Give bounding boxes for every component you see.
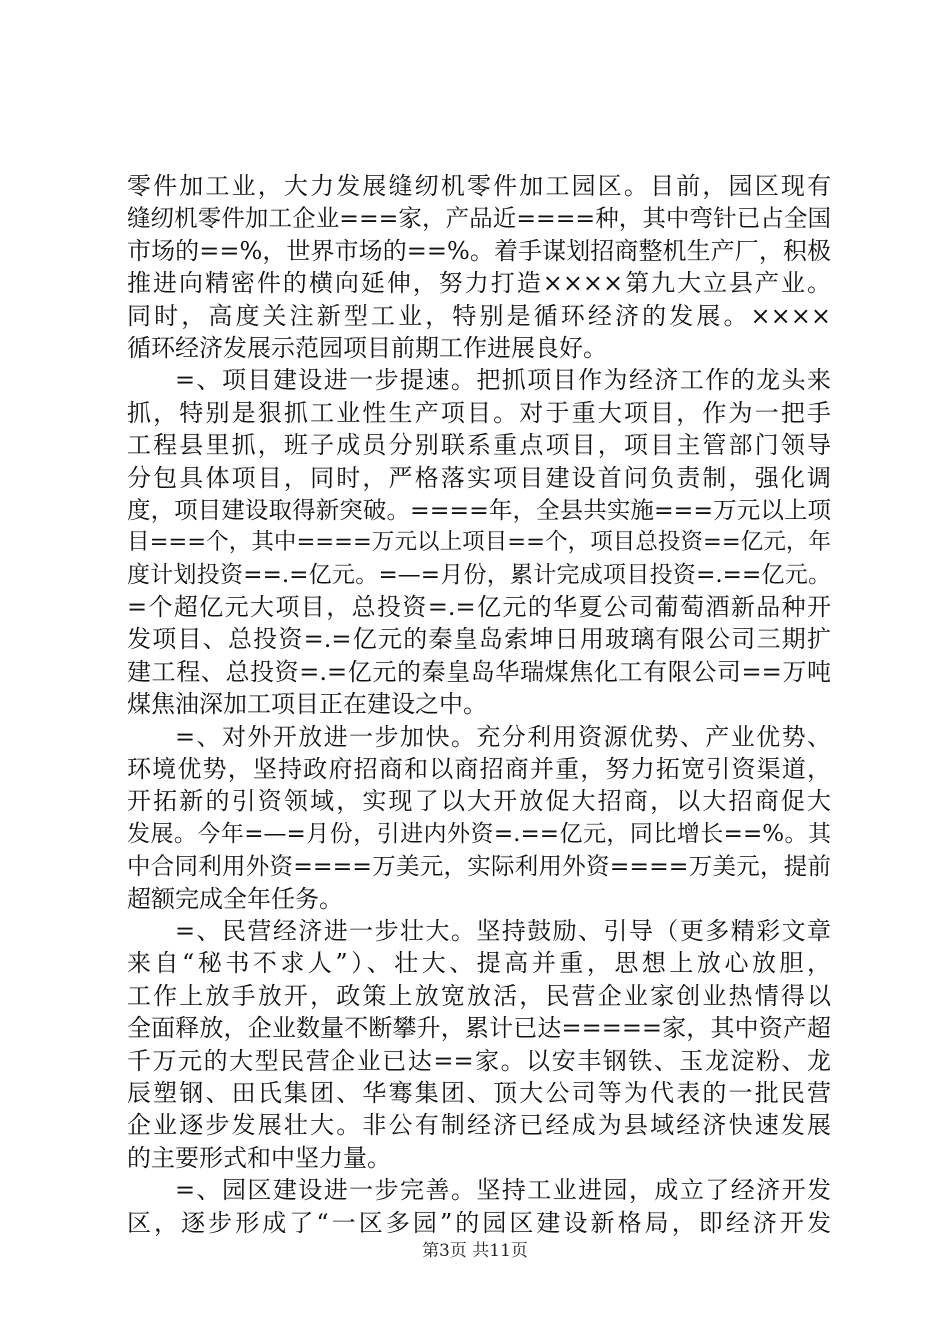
text-line: 环境优势，坚持政府招商和以商招商并重，努力拓宽引资渠道， (127, 755, 831, 784)
text-line: =、对外开放进一步加快。充分利用资源优势、产业优势、 (175, 722, 831, 751)
text-line: 分包具体项目，同时，严格落实项目建设首问负责制，强化调 (127, 463, 831, 492)
text-line: 企业逐步发展壮大。非公有制经济已经成为县域经济快速发展 (127, 1111, 831, 1140)
text-line: 千万元的大型民营企业已达==家。以安丰钢铁、玉龙淀粉、龙 (127, 1046, 831, 1075)
text-line: =个超亿元大项目，总投资=.=亿元的华夏公司葡萄酒新品种开 (127, 593, 831, 622)
text-line: 全面释放，企业数量不断攀升，累计已达=====家，其中资产超 (127, 1014, 831, 1043)
text-line: 发展。今年=—=月份，引进内外资=.==亿元，同比增长==%。其 (127, 820, 831, 847)
text-line: 缝纫机零件加工企业===家，产品近====种，其中弯针已占全国 (127, 204, 831, 233)
text-line: 开拓新的引资领域，实现了以大开放促大招商，以大招商促大 (127, 787, 831, 816)
text-line: 发项目、总投资=.=亿元的秦皇岛索坤日用玻璃有限公司三期扩 (127, 625, 831, 654)
text-line: 循环经济发展示范园项目前期工作进展良好。 (127, 333, 607, 362)
text-line: 推进向精密件的横向延伸，努力打造××××第九大立县产业。 (127, 269, 831, 298)
body-text (127, 170, 831, 1239)
text-line: =、民营经济进一步壮大。坚持鼓励、引导（更多精彩文章 (175, 916, 831, 945)
text-line: 度计划投资==.=亿元。=—=月份，累计完成项目投资=.==亿元。 (127, 561, 831, 588)
text-line: 市场的==%，世界市场的==%。着手谋划招商整机生产厂，积极 (127, 236, 831, 265)
text-line: 来自“秘书不求人”）、壮大、提高并重，思想上放心放胆， (127, 949, 831, 978)
text-line: 超额完成全年任务。 (127, 884, 343, 913)
text-line: =、园区建设进一步完善。坚持工业进园，成立了经济开发 (175, 1176, 831, 1205)
text-line: 中合同利用外资====万美元，实际利用外资====万美元，提前 (127, 852, 831, 881)
text-line: 同时，高度关注新型工业，特别是循环经济的发展。×××× (127, 301, 831, 330)
page-footer: 第3页 共11页 (422, 1241, 528, 1261)
text-line: 煤焦油深加工项目正在建设之中。 (127, 690, 487, 719)
text-line: 区，逐步形成了“一区多园”的园区建设新格局，即经济开发 (127, 1208, 831, 1237)
text-line: 目===个，其中====万元以上项目==个，项目总投资==亿元，年 (127, 529, 831, 556)
text-line: 抓，特别是狠抓工业性生产项目。对于重大项目，作为一把手 (127, 398, 831, 427)
text-line: 工作上放手放开，政策上放宽放活，民营企业家创业热情得以 (127, 981, 831, 1010)
text-line: 度，项目建设取得新突破。====年，全县共实施===万元以上项 (127, 495, 831, 524)
text-line: 零件加工业，大力发展缝纫机零件加工园区。目前，园区现有 (127, 172, 831, 200)
text-line: 的主要形式和中坚力量。 (127, 1143, 391, 1172)
text-line: =、项目建设进一步提速。把抓项目作为经济工作的龙头来 (175, 366, 831, 395)
text-line: 工程县里抓，班子成员分别联系重点项目，项目主管部门领导 (127, 431, 831, 460)
text-line: 建工程、总投资=.=亿元的秦皇岛华瑞煤焦化工有限公司==万吨 (127, 657, 831, 686)
text-line: 辰塑钢、田氏集团、华骞集团、顶大公司等为代表的一批民营 (127, 1078, 831, 1107)
